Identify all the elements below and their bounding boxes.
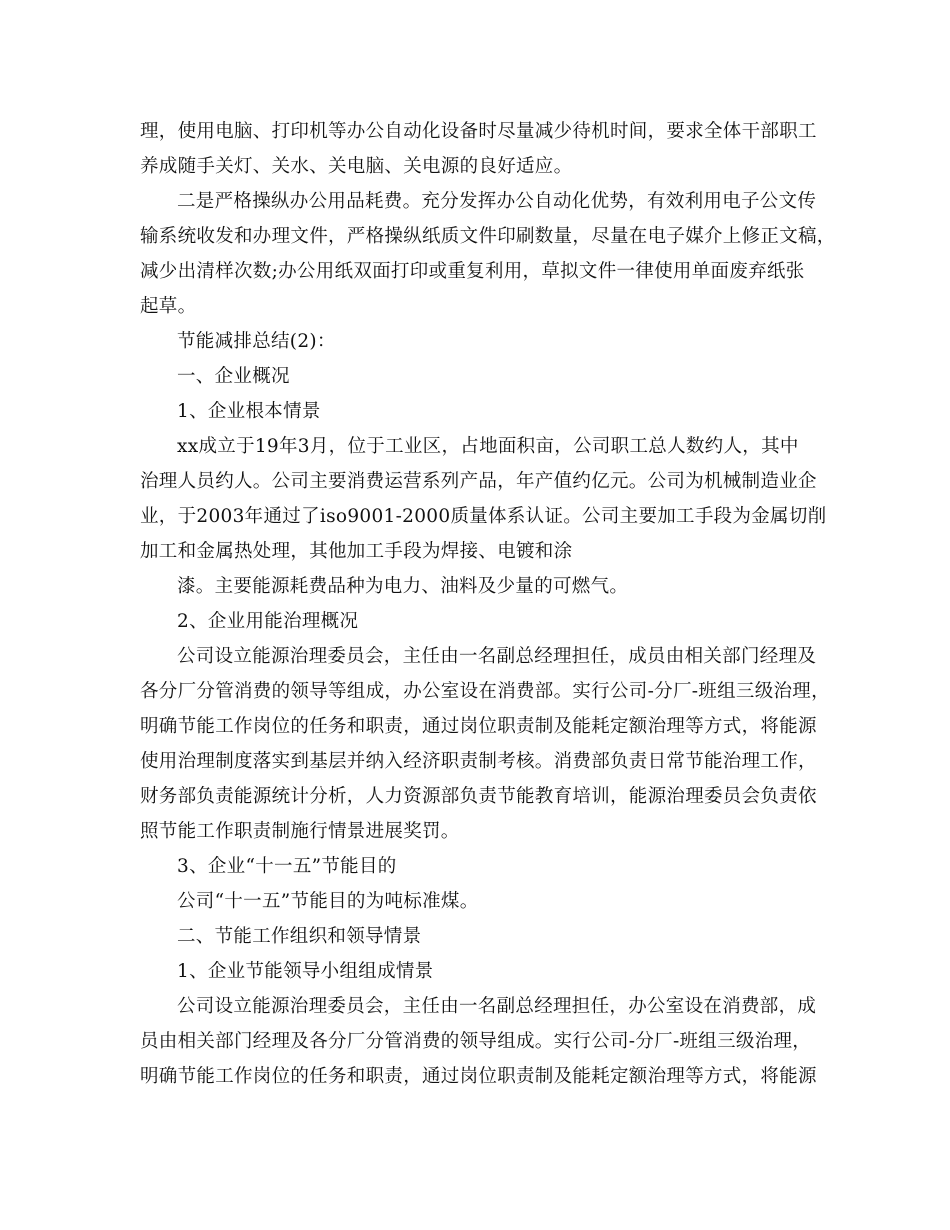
text-line: 起草。: [140, 296, 197, 317]
text-line: 治理人员约人。公司主要消费运营系列产品，年产值约亿元。公司为机械制造业企: [140, 471, 817, 492]
text-line: 明确节能工作岗位的任务和职责，通过岗位职责制及能耗定额治理等方式，将能源: [140, 1066, 817, 1087]
text-line: 输系统收发和办理文件，严格操纵纸质文件印刷数量，尽量在电子媒介上修正文稿，: [140, 226, 836, 247]
text-line: 使用治理制度落实到基层并纳入经济职责制考核。消费部负责日常节能治理工作，: [140, 751, 817, 772]
text-line: 二是严格操纵办公用品耗费。充分发挥办公自动化优势，有效利用电子公文传: [177, 191, 817, 212]
text-line: 2、企业用能治理概况: [177, 611, 359, 632]
text-line: 明确节能工作岗位的任务和职责，通过岗位职责制及能耗定额治理等方式，将能源: [140, 716, 817, 737]
text-line: 减少出清样次数;办公用纸双面打印或重复利用，草拟文件一律使用单面废弃纸张: [140, 261, 805, 282]
text-line: 员由相关部门经理及各分厂分管消费的领导组成。实行公司-分厂-班组三级治理，: [140, 1031, 812, 1052]
text-line: 养成随手关灯、关水、关电脑、关电源的良好适应。: [140, 156, 573, 177]
text-line: 理，使用电脑、打印机等办公自动化设备时尽量减少待机时间，要求全体干部职工: [140, 121, 817, 142]
text-line: 财务部负责能源统计分析，人力资源部负责节能教育培训，能源治理委员会负责依: [140, 786, 817, 807]
text-line: 公司“十一五”节能目的为吨标准煤。: [177, 891, 479, 912]
text-line: 一、企业概况: [177, 366, 290, 387]
text-line: 节能减排总结(2)：: [177, 331, 336, 352]
text-line: 公司设立能源治理委员会，主任由一名副总经理担任，成员由相关部门经理及: [177, 646, 817, 667]
text-line: 加工和金属热处理，其他加工手段为焊接、电镀和涂: [140, 541, 573, 562]
text-line: 公司设立能源治理委员会，主任由一名副总经理担任，办公室设在消费部，成: [177, 996, 817, 1017]
text-line: 各分厂分管消费的领导等组成，办公室设在消费部。实行公司-分厂-班组三级治理，: [140, 681, 830, 702]
text-line: 业，于2003年通过了iso9001-2000质量体系认证。公司主要加工手段为金属切削: [140, 506, 827, 527]
text-line: 1、企业节能领导小组组成情景: [177, 961, 434, 982]
text-line: xx成立于19年3月，位于工业区，占地面积亩，公司职工总人数约人，其中: [177, 436, 799, 457]
text-line: 漆。主要能源耗费品种为电力、油料及少量的可燃气。: [177, 576, 629, 597]
text-line: 1、企业根本情景: [177, 401, 321, 422]
text-line: 3、企业“十一五”节能目的: [177, 856, 397, 877]
text-line: 照节能工作职责制施行情景进展奖罚。: [140, 821, 460, 842]
document-body: [140, 114, 836, 1094]
text-line: 二、节能工作组织和领导情景: [177, 926, 422, 947]
